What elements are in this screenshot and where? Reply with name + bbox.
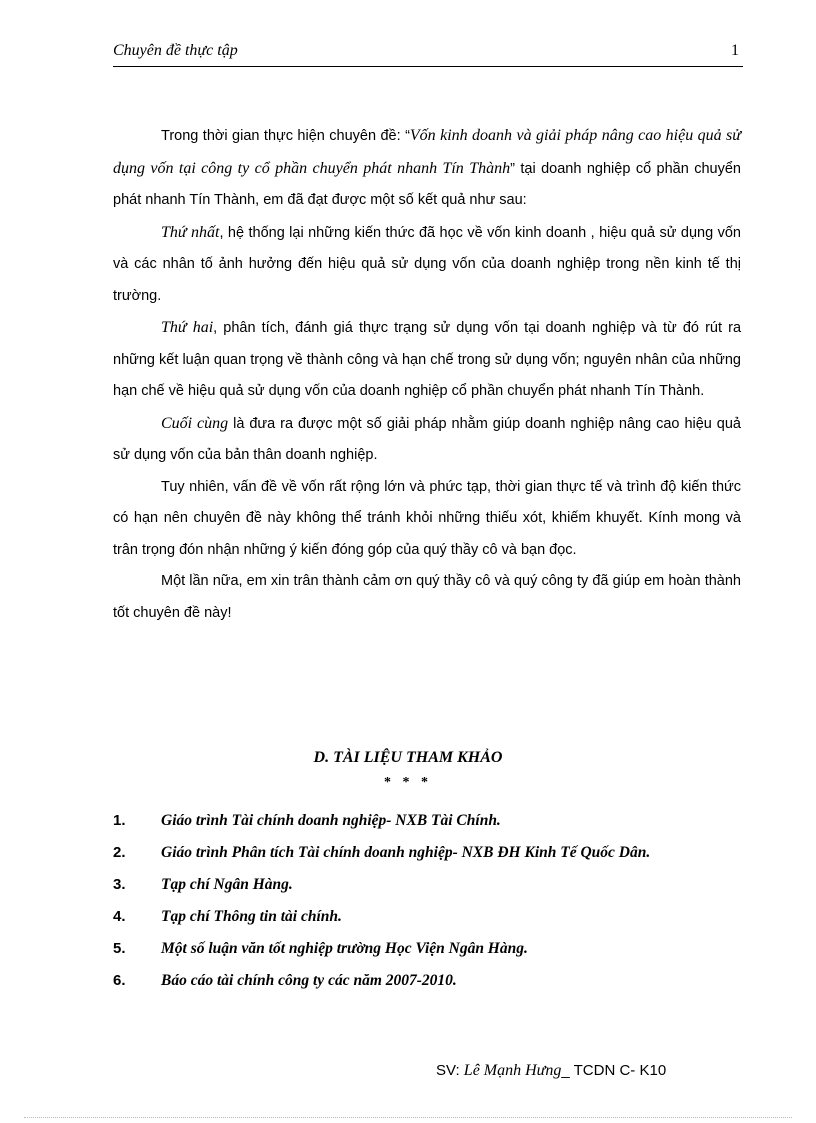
student-name: Lê Mạnh Hưng: [463, 1062, 562, 1079]
header-title: Chuyên đề thực tập: [113, 42, 238, 59]
reference-item: [113, 940, 753, 972]
reference-text: Báo cáo tài chính công ty các năm 2007-2010.: [161, 972, 457, 989]
reference-text: Giáo trình Tài chính doanh nghiệp- NXB Tài Chính.: [161, 812, 501, 829]
reference-item: [113, 908, 753, 940]
footer-prefix: SV:: [436, 1062, 460, 1079]
footer-class: _ TCDN C- K10: [561, 1062, 667, 1079]
references-title: D. TÀI LIỆU THAM KHẢO: [313, 749, 503, 766]
point-label: Thứ hai: [161, 319, 214, 336]
reference-item: [113, 876, 753, 908]
point-text: , hệ thống lại những kiến thức đã học về vốn kinh doanh , hiệu quả sử dụng vốn và các nhân tố ảnh hưởng đến hiệu quả sử dụng vốn của doanh nghiệp trong nền kinh tế thị trường.: [113, 224, 741, 304]
reference-item: [113, 844, 753, 876]
reference-number: 4.: [113, 908, 126, 925]
page-number: 1: [731, 42, 739, 59]
limitation-paragraph: Tuy nhiên, vấn đề về vốn rất rộng lớn và phức tạp, thời gian thực tế và trình độ kiến thức có hạn nên chuyên đề này không thể tránh khỏi những thiếu xót, khiếm khuyết. Kính mong và trân trọng đón nhận những ý kiến đóng góp của quý thầy cô và bạn đọc.: [113, 478, 741, 558]
point-paragraph-2: [113, 312, 741, 408]
point-label: Thứ nhất: [161, 223, 220, 241]
reference-text: Tạp chí Ngân Hàng.: [161, 876, 293, 893]
references-list: [113, 812, 753, 1004]
point-text: , phân tích, đánh giá thực trạng sử dụng vốn tại doanh nghiệp và từ đó rút ra những kết luận quan trọng về thành công và hạn chế trong sử dụng vốn; nguyên nhân của những hạn chế về hiệu quả sử dụng vốn của doanh nghiệp cổ phần chuyển phát nhanh Tín Thành.: [113, 320, 742, 399]
intro-lead: Trong thời gian thực hiện chuyên đề: “: [161, 128, 410, 144]
reference-item: [113, 812, 753, 844]
point-label: Cuối cùng: [161, 414, 229, 432]
intro-topic: Vốn kinh doanh và giải pháp nâng cao hiệu quả sử dụng vốn tại công ty cổ phần chuyển phát nhanh Tín Thành: [113, 127, 741, 177]
reference-number: 2.: [113, 844, 126, 861]
point-paragraph-3: [113, 408, 741, 472]
reference-text: Một số luận văn tốt nghiệp trường Học Viện Ngân Hàng.: [161, 940, 528, 957]
point-paragraph-1: [113, 217, 741, 313]
document-body: [113, 120, 741, 629]
reference-number: 3.: [113, 876, 126, 893]
page-footer: [436, 1062, 666, 1080]
reference-number: 1.: [113, 812, 126, 829]
header-divider: [113, 66, 743, 67]
reference-number: 5.: [113, 940, 126, 957]
footer-divider: [24, 1117, 792, 1118]
reference-text: Tạp chí Thông tin tài chính.: [161, 908, 342, 925]
reference-item: [113, 972, 753, 1004]
reference-text: Giáo trình Phân tích Tài chính doanh nghiệp- NXB ĐH Kinh Tế Quốc Dân.: [161, 844, 651, 861]
point-text: là đưa ra được một số giải pháp nhằm giúp doanh nghiệp nâng cao hiệu quả sử dụng vốn của bản thân doanh nghiệp.: [113, 415, 741, 463]
intro-tail: ” tại doanh nghiệp cổ phần chuyển phát nhanh Tín Thành, em đã đạt được một số kết quả như sau:: [113, 160, 741, 208]
intro-paragraph: [113, 120, 741, 217]
references-separator: * * *: [384, 775, 432, 790]
thanks-paragraph: Một lần nữa, em xin trân thành cảm ơn quý thầy cô và quý công ty đã giúp em hoàn thành tốt chuyên đề này!: [113, 573, 741, 621]
reference-number: 6.: [113, 972, 126, 989]
